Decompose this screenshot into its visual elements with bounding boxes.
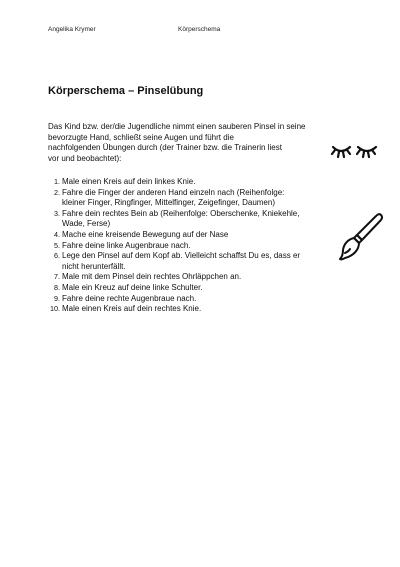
header-author: Angelika Krymer [48, 26, 96, 33]
paintbrush-icon [337, 212, 385, 264]
intro-line: Das Kind bzw. der/die Jugendliche nimmt einen sauberen Pinsel in seine [48, 122, 306, 131]
step-number: 4. [54, 229, 60, 239]
step-number: 2. [54, 187, 60, 197]
step-text: kleiner Finger, Ringfinger, Mittelfinger, Zeigefinger, Daumen) [62, 198, 275, 208]
step-text: nicht herunterfällt. [62, 261, 126, 271]
intro-line: nachfolgenden Übungen durch (der Trainer bzw. die Trainerin liest [48, 143, 282, 152]
step-text: Fahre dein rechtes Bein ab (Reihenfolge: Oberschenke, Kniekehle, [62, 208, 300, 218]
step-text: Male einen Kreis auf dein linkes Knie. [62, 177, 196, 186]
step-text: Fahre deine rechte Augenbraue nach. [62, 293, 197, 303]
step-number: 6. [54, 251, 60, 261]
step-number: 1. [54, 177, 60, 186]
list-item [48, 272, 360, 283]
step-text: Wade, Ferse) [62, 219, 111, 229]
list-item [48, 283, 360, 294]
header-subject: Körperschema [178, 26, 221, 33]
list-item [48, 251, 360, 272]
exercise-list [48, 177, 360, 315]
list-item [48, 188, 360, 209]
list-item [48, 241, 360, 252]
step-text: Mache eine kreisende Bewegung auf der Nase [62, 229, 229, 239]
document-title: Körperschema – Pinselübung [48, 85, 204, 97]
intro-line: vor und beobachtet): [48, 153, 122, 163]
step-text: Fahre deine linke Augenbraue nach. [62, 240, 191, 250]
list-item [48, 209, 360, 230]
step-number: 7. [54, 272, 60, 282]
list-item [48, 294, 360, 305]
intro-paragraph [48, 122, 332, 164]
step-text: Male einen Kreis auf dein rechtes Knie. [62, 304, 202, 314]
step-number: 10. [50, 304, 60, 314]
step-text: Male ein Kreuz auf deine linke Schulter. [62, 282, 203, 292]
step-number: 9. [54, 293, 60, 303]
list-item [48, 304, 360, 315]
step-text: Fahre die Finger der anderen Hand einzeln nach (Reihenfolge: [62, 187, 285, 197]
step-text: Male mit dem Pinsel dein rechtes Ohrläppchen an. [62, 272, 242, 282]
step-text: Lege den Pinsel auf dem Kopf ab. Vielleicht schaffst Du es, dass er [62, 251, 301, 261]
list-item [48, 177, 360, 188]
closed-eyes-icon [330, 138, 380, 160]
step-number: 3. [54, 208, 60, 218]
intro-line: bevorzugte Hand, schließt seine Augen und führt die [48, 132, 234, 142]
step-number: 8. [54, 282, 60, 292]
step-number: 5. [54, 240, 60, 250]
list-item [48, 230, 360, 241]
